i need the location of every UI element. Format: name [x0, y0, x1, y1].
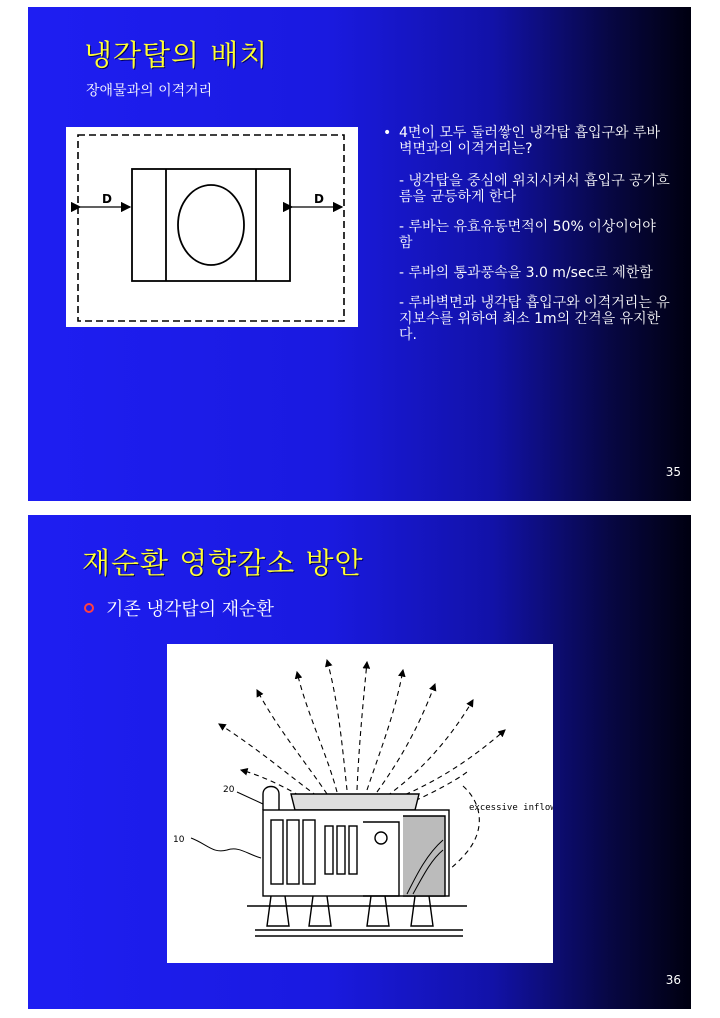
label-20: 20	[223, 785, 235, 795]
clearance-diagram-svg	[66, 127, 358, 327]
leader-10	[191, 838, 261, 858]
slide-36	[28, 515, 691, 1009]
bullet-text: 기존 냉각탑의 재순환	[106, 599, 274, 620]
dim-label-right: D	[314, 192, 324, 206]
leader-20	[237, 792, 263, 804]
fan-circle	[178, 185, 244, 265]
slide-title: 재순환 영향감소 방안	[82, 546, 364, 580]
main-bullet-text: 4면이 모두 둘러쌓인 냉각탑 흡입구와 루바 벽면과의 이격거리는?	[399, 125, 661, 157]
bullet-dot: •	[383, 125, 392, 141]
bullet-ring-icon	[84, 603, 94, 613]
label-10: 10	[173, 835, 185, 845]
page-number: 36	[665, 973, 681, 987]
page-number: 35	[665, 465, 681, 479]
subitem-4: - 루바벽면과 냉각탑 흡입구와 이격거리는 유지보수를 위하여 최소 1m의 간격을 유지한다.	[399, 295, 670, 343]
slide-subtitle: 장애물과의 이격거리	[86, 83, 213, 99]
bullet-list	[383, 125, 673, 357]
excessive-inflow-label: excessive inflow	[469, 803, 553, 813]
recirculation-diagram	[167, 644, 553, 963]
bullet	[84, 595, 274, 621]
subitem-3: - 루바의 통과풍속을 3.0 m/sec로 제한함	[399, 265, 653, 281]
main-bullet	[383, 125, 673, 157]
slide-title: 냉각탑의 배치	[84, 38, 269, 72]
subitem-1: - 냉각탑을 중심에 위치시켜서 흡입구 공기흐름을 균등하게 한다	[399, 173, 670, 205]
cooling-tower	[247, 787, 467, 937]
dim-label-left: D	[102, 192, 112, 206]
recirculation-diagram-svg	[167, 644, 553, 963]
slide-35	[28, 7, 691, 501]
louver-wall	[78, 135, 344, 321]
subitem-2: - 루바는 유효유동면적이 50% 이상이어야 함	[399, 219, 656, 251]
clearance-diagram	[66, 127, 358, 327]
